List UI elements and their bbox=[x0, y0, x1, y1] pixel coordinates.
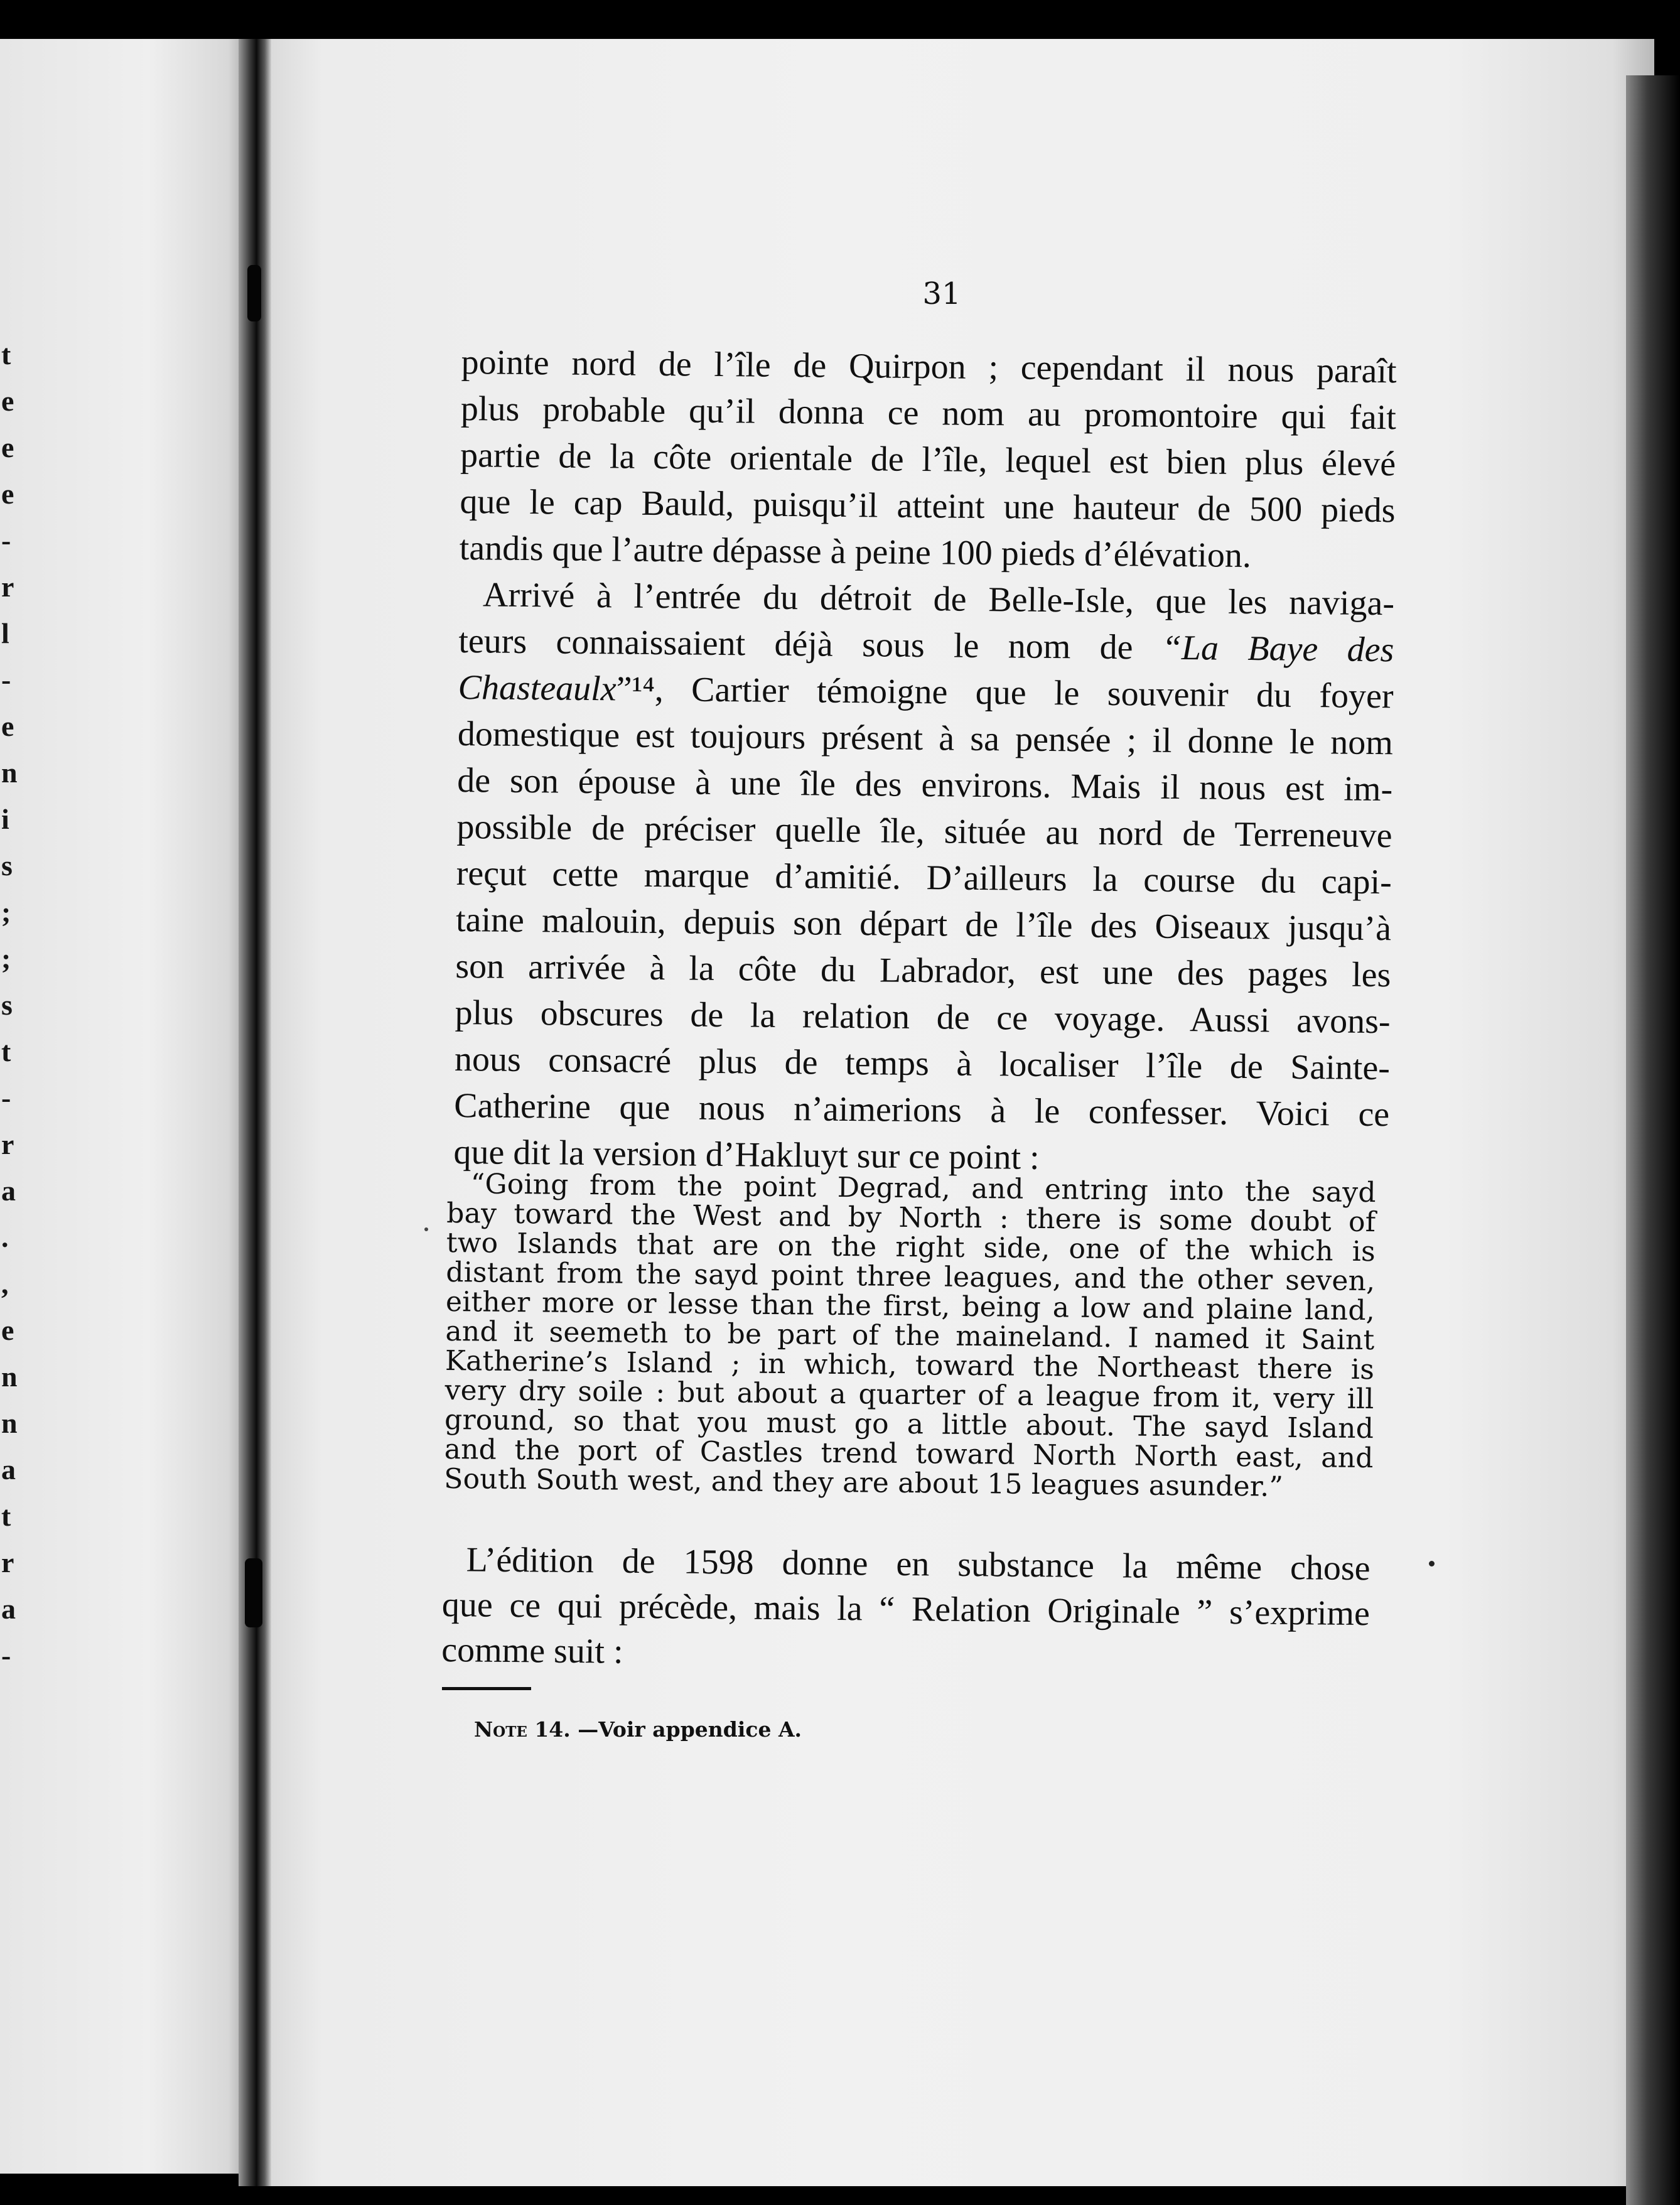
quote-line-text: Katherine’s Island ; in which, toward the Northeast there is bbox=[444, 1344, 1375, 1386]
facing-page-edge-char: e bbox=[1, 385, 14, 417]
facing-page-edge-char: r bbox=[1, 571, 14, 603]
text-line bbox=[455, 989, 1391, 1045]
quote-line-text: South South west, and they are about 15 leagues asunder.” bbox=[444, 1462, 1284, 1503]
text-line bbox=[459, 525, 1395, 580]
text-line bbox=[455, 1036, 1391, 1091]
hakluyt-quotation bbox=[444, 1169, 1376, 1502]
facing-page-edge-char: t bbox=[1, 1035, 11, 1067]
quote-line-text: and it seemeth to be part of the maineland. I named it Saint bbox=[445, 1315, 1375, 1357]
text-line-text: plus probable qu’il donna ce nom au promontoire qui fait bbox=[460, 389, 1397, 438]
text-line-text: pointe nord de l’île de Quirpon ; cependant il nous paraît bbox=[461, 342, 1397, 391]
facing-page-edge-char: a bbox=[1, 1175, 16, 1207]
facing-page-edge-char: , bbox=[1, 1268, 9, 1300]
facing-page-edge-char: e bbox=[1, 710, 14, 742]
text-line-text: ”¹⁴, Cartier témoigne que le souvenir du foyer bbox=[616, 669, 1394, 716]
facing-page-edge-char: l bbox=[1, 617, 9, 649]
text-line bbox=[456, 850, 1392, 905]
facing-page-edge-char: n bbox=[1, 1361, 18, 1393]
text-line bbox=[461, 339, 1397, 394]
facing-page-edge-char: . bbox=[1, 1221, 9, 1253]
text-line-text: reçut cette marque d’amitié. D’ailleurs la course du capi- bbox=[456, 853, 1392, 902]
facing-page-edge-char: ; bbox=[1, 942, 11, 974]
text-line-text: que dit la version d’Hakluyt sur ce point : bbox=[453, 1132, 1040, 1177]
quote-line-text: ground, so that you must go a little about. The sayd Island bbox=[444, 1403, 1374, 1445]
ink-speck bbox=[424, 1227, 428, 1231]
text-line-text: son arrivée à la côte du Labrador, est une des pages les bbox=[455, 946, 1391, 995]
text-line-text: que ce qui précède, mais la “ Relation Originale ” s’exprime bbox=[441, 1585, 1370, 1634]
text-line bbox=[457, 757, 1393, 812]
text-line bbox=[456, 897, 1392, 952]
text-line bbox=[454, 1082, 1390, 1138]
facing-page-edge-char: t bbox=[1, 338, 11, 370]
facing-page-cut-off-text bbox=[0, 39, 38, 2174]
facing-page-edge-char: t bbox=[1, 1500, 11, 1532]
facing-page-fragment bbox=[0, 39, 248, 2174]
facing-page-edge-char: a bbox=[1, 1453, 16, 1485]
text-line-italic-title: “La Baye des bbox=[1161, 628, 1394, 670]
text-line-text: que le cap Bauld, puisqu’il atteint une hauteur de 500 pieds bbox=[460, 482, 1396, 531]
quote-line-text: either more or lesse than the first, being a low and plaine land, bbox=[445, 1285, 1376, 1327]
closing-paragraph bbox=[441, 1537, 1370, 1681]
text-line-text: tandis que l’autre dépasse à peine 100 pieds d’élévation. bbox=[459, 528, 1252, 576]
quote-line-text: bay toward the West and by North : there is some doubt of bbox=[446, 1197, 1376, 1239]
text-line-text: nous consacré plus de temps à localiser l’île de Sainte- bbox=[454, 1039, 1391, 1088]
page-number: 31 bbox=[922, 276, 961, 311]
text-line-text: domestique est toujours présent à sa pensée ; il donne le nom bbox=[457, 714, 1394, 763]
text-line-text: Catherine que nous n’aimerions à le confesser. Voici ce bbox=[453, 1086, 1390, 1135]
facing-page-edge-char: - bbox=[1, 1639, 11, 1671]
text-line-text: comme suit : bbox=[441, 1630, 623, 1671]
facing-page-edge-char: n bbox=[1, 1407, 18, 1439]
facing-page-edge-char: n bbox=[1, 757, 18, 789]
text-line-text: L’édition de 1598 donne en substance la même chose bbox=[466, 1540, 1370, 1588]
quote-line-text: “Going from the point Degrad, and entring into the sayd bbox=[470, 1168, 1376, 1209]
facing-page-edge-char: ; bbox=[1, 896, 11, 928]
facing-page-edge-char: i bbox=[1, 803, 9, 835]
facing-page-edge-char: - bbox=[1, 524, 11, 556]
text-line bbox=[459, 571, 1395, 627]
facing-page-edge-char: - bbox=[1, 1082, 11, 1114]
quote-line-text: distant from the sayd point three leagues, and the other seven, bbox=[446, 1256, 1376, 1298]
footnote bbox=[474, 1717, 802, 1742]
text-line-text: partie de la côte orientale de l’île, lequel est bien plus élevé bbox=[460, 435, 1396, 484]
book-gutter bbox=[239, 39, 271, 2186]
text-line bbox=[458, 618, 1394, 673]
text-line bbox=[461, 385, 1397, 441]
facing-page-edge-char: r bbox=[1, 1546, 14, 1578]
quote-line-text: and the port of Castles trend toward North North east, and bbox=[444, 1433, 1374, 1475]
facing-page-edge-char: e bbox=[1, 431, 14, 463]
text-line bbox=[441, 1627, 1370, 1681]
quote-line-text: very dry soile : but about a quarter of a league from it, very ill bbox=[444, 1374, 1374, 1416]
text-line bbox=[460, 478, 1396, 534]
page-edge-shadow bbox=[1626, 75, 1680, 2205]
text-line-italic-title: Chasteaulx bbox=[458, 667, 617, 709]
text-line bbox=[458, 664, 1394, 720]
footnote-text: —Voir appendice A. bbox=[570, 1717, 802, 1742]
facing-page-edge-char: - bbox=[1, 664, 11, 696]
ink-speck bbox=[1429, 1561, 1435, 1566]
facing-page-edge-char: s bbox=[1, 849, 13, 881]
text-line-text: taine malouin, depuis son départ de l’île des Oiseaux jusqu’à bbox=[455, 900, 1392, 949]
text-line bbox=[458, 711, 1394, 766]
footnote-rule bbox=[442, 1687, 531, 1690]
facing-page-edge-char: a bbox=[1, 1593, 16, 1625]
text-line bbox=[460, 432, 1396, 487]
text-line-text: de son épouse à une île des environs. Mais il nous est im- bbox=[456, 760, 1393, 809]
text-line bbox=[456, 804, 1392, 859]
text-line-text: teurs connaissaient déjà sous le nom de bbox=[458, 621, 1163, 667]
quote-line-text: two Islands that are on the right side, one of the which is bbox=[446, 1226, 1376, 1268]
binding-stitch bbox=[247, 265, 261, 321]
text-line-text: possible de préciser quelle île, située au nord de Terreneuve bbox=[456, 807, 1392, 856]
footnote-label: Note 14. bbox=[474, 1717, 571, 1742]
main-paragraphs bbox=[453, 339, 1397, 1184]
text-line-text: plus obscures de la relation de ce voyage. Aussi avons- bbox=[455, 993, 1391, 1042]
text-line bbox=[455, 943, 1391, 998]
facing-page-edge-char: e bbox=[1, 478, 14, 510]
facing-page-edge-char: e bbox=[1, 1314, 14, 1346]
facing-page-edge-char: s bbox=[1, 989, 13, 1021]
text-line-text: Arrivé à l’entrée du détroit de Belle-Isle, que les naviga- bbox=[482, 575, 1395, 623]
facing-page-edge-char: r bbox=[1, 1128, 14, 1160]
binding-stitch bbox=[245, 1558, 262, 1627]
